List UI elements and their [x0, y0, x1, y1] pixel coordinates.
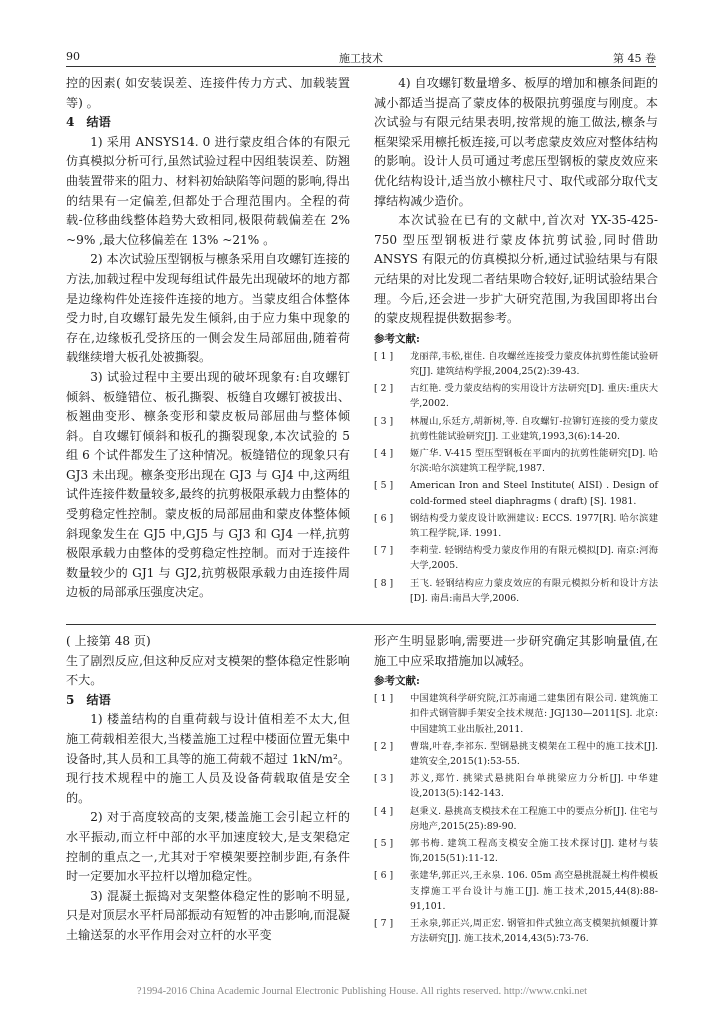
- paragraph: 2) 本次试验压型钢板与檩条采用自攻螺钉连接的方法,加载过程中发现每组试件最先出现破坏的地方都是边缘构件处连接件连接的地方。当蒙皮组合体整体受力时,自攻螺钉最先发生倾斜,由于应力集中现象的存在,边缘板孔受挤压的一侧会发生局部屈曲,随着荷载继续增大板孔处被撕裂。: [66, 252, 350, 365]
- continuation-note: ( 上接第 48 页): [66, 634, 151, 648]
- reference-item: [ 6 ] 张建华,郭正兴,王永泉. 106. 05m 高空悬挑混凝土构件模板支撑施工平台设计与施工[J]. 施工技术,2015,44(8):88-91,101.: [374, 870, 658, 912]
- paragraph: 3) 混凝土振捣对支架整体稳定性的影响不明显,只是对顶层水平杆局部振动有短暂的冲击影响,而混凝土输送泵的水平作用会对立杆的水平变: [66, 888, 350, 942]
- reference-item: [ 4 ] 赵秉义. 悬挑高支模技术在工程施工中的要点分析[J]. 住宅与房地产,2015(25):89-90.: [374, 805, 658, 832]
- reference-item: [ 8 ] 王飞. 轻钢结构应力蒙皮效应的有限元模拟分析和设计方法[D]. 南昌:南昌大学,2006.: [374, 577, 658, 604]
- top-left-column: [66, 74, 350, 603]
- paragraph: 3) 试验过程中主要出现的破坏现象有:自攻螺钉倾斜、板缝错位、板孔撕裂、板缝自攻螺钉被拔出、板翘曲变形、檩条变形和蒙皮板局部屈曲与整体倾斜。自攻螺钉倾斜和板孔的撕裂现象,本次试验的 5 组 6 个试件都发生了这种情况。板缝错位的现象只有 GJ3 未出现。檩条变形出现在 GJ3 与 GJ4 中,这两组试件连接件数量较多,最终的抗剪极限承载力由整体的受剪稳定性控制。蒙皮板的局部屈曲和蒙皮体整体倾斜现象发生在 GJ5 中,GJ5 与 GJ3 和 GJ4 一样,抗剪极限承载力由整体的受剪稳定性控制。而对于连接件数量较少的 GJ1 与 GJ2,抗剪极限承载力由连接件周边板的局部承压强度决定。: [66, 369, 350, 600]
- reference-item: [ 1 ] 中国建筑科学研究院,江苏南通二建集团有限公司. 建筑施工扣件式钢管脚手架安全技术规范: JGJ130—2011[S]. 北京:中国建筑工业出版社,2011.: [374, 693, 658, 735]
- journal-name: 施工技术: [339, 52, 383, 65]
- top-right-column: [374, 74, 658, 608]
- references-title: 参考文献:: [374, 675, 420, 688]
- paragraph: 2) 对于高度较高的支架,楼盖施工会引起立杆的水平振动,而立杆中部的水平加速度较大,是支架稳定控制的重点之一,尤其对于窄模架要控制步距,有条件时一定要加水平拉杆以增加稳定性。: [66, 810, 350, 884]
- paragraph: 1) 采用 ANSYS14. 0 进行蒙皮组合体的有限元仿真模拟分析可行,虽然试验过程中因组装误差、防翘曲装置带来的阻力、材料初始缺陷等问题的影响,得出的结果有一定偏差,但都处于合理范围内。全程的荷载-位移曲线整体趋势大致相同,极限荷载偏差在 2% ~9% ,最大位移偏差在 13% ~21% 。: [66, 134, 350, 247]
- reference-item: [ 1 ] 龙丽萍,韦松,崔佳. 自攻螺丝连接受力蒙皮体抗剪性能试验研究[J]. 建筑结构学报,2004,25(2):39-43.: [374, 350, 658, 377]
- reference-list: [374, 349, 658, 606]
- paragraph: 形产生明显影响,需要进一步研究确定其影响量值,在施工中应采取措施加以减轻。: [374, 634, 658, 668]
- bottom-left-column: [66, 632, 350, 946]
- paragraph: 本次试验在已有的文献中,首次对 YX-35-425-750 型压型钢板进行蒙皮体抗剪试验,同时借助 ANSYS 有限元的仿真模拟分析,通过试验结果与有限元结果的对比发现二者结果吻合较好,证明试验结果合理。今后,还会进一步扩大研究范围,为我国即将出台的蒙皮规程提供数据参考。: [374, 213, 658, 326]
- running-header: [66, 48, 656, 67]
- section-divider: [66, 624, 656, 625]
- page-number: 90: [66, 50, 80, 63]
- reference-item: [ 5 ] 郭书梅. 建筑工程高支模安全施工技术探讨[J]. 建材与装饰,2015(51):11-12.: [374, 838, 658, 865]
- paragraph: 4) 自攻螺钉数量增多、板厚的增加和檩条间距的减小都适当提高了蒙皮体的极限抗剪强度与刚度。本次试验与有限元结果表明,按常规的施工做法,檩条与框架梁采用檩托板连接,可以考虑蒙皮效应对整体结构的影响。设计人员可通过考虑压型钢板的蒙皮效应来优化结构设计,适当放小檩柱尺寸、取代或部分取代支撑结构减少造价。: [374, 76, 658, 208]
- references-title: 参考文献:: [374, 332, 420, 345]
- reference-item: [ 7 ] 王永泉,郭正兴,周正宏. 钢管扣件式独立高支模架抗倾覆计算方法研究[J]. 施工技术,2014,43(5):73-76.: [374, 918, 658, 945]
- reference-item: [ 5 ] American Iron and Steel Institute( AISI) . Design of cold-formed steel diaphragms ( draft) [S]. 1981.: [374, 480, 658, 507]
- copyright-footer: ?1994-2016 China Academic Journal Electronic Publishing House. All rights reserved. http://www.cnki.net: [136, 986, 588, 997]
- reference-item: [ 6 ] 钢结构受力蒙皮设计欧洲建议: ECCS. 1977[R]. 哈尔滨建筑工程学院,译. 1991.: [374, 512, 658, 539]
- reference-list: [374, 691, 658, 946]
- reference-item: [ 3 ] 林履山,乐廷方,胡新树,等. 自攻螺钉-拉铆钉连接的受力蒙皮抗剪性能试验研究[J]. 工业建筑,1993,3(6):14-20.: [374, 415, 658, 442]
- reference-item: [ 3 ] 苏义,郑竹. 挑梁式悬挑阳台单挑梁应力分析[J]. 中华建设,2013(5):142-143.: [374, 773, 658, 800]
- bottom-right-column: [374, 632, 658, 948]
- paragraph: 1) 楼盖结构的自重荷载与设计值相差不太大,但施工荷载相差很大,当楼盖施工过程中楼面位置无集中设备时,其人员和工具等的施工荷载不超过 1kN/m²。现行技术规程中的施工人员及设备荷载取值是安全的。: [66, 712, 350, 805]
- paragraph: 控的因素( 如安装误差、连接件传力方式、加载装置等) 。: [66, 76, 350, 110]
- reference-item: [ 2 ] 曹瑞,叶春,李祁东. 型钢悬挑支模架在工程中的施工技术[J]. 建筑安全,2015(1):53-55.: [374, 740, 658, 767]
- reference-item: [ 2 ] 古红艳. 受力蒙皮结构的实用设计方法研究[D]. 重庆:重庆大学,2002.: [374, 383, 658, 410]
- section-heading: 5 结语: [66, 692, 111, 707]
- section-heading: 4 结语: [66, 115, 111, 130]
- reference-item: [ 7 ] 李莉莹. 轻钢结构受力蒙皮作用的有限元模拟[D]. 南京:河海大学,2005.: [374, 545, 658, 572]
- paragraph: 生了剧烈反应,但这种反应对支模架的整体稳定性影响不大。: [66, 653, 350, 688]
- volume-label: 第 45 卷: [613, 52, 656, 65]
- reference-item: [ 4 ] 姬广华. V-415 型压型钢板在平面内的抗剪性能研究[D]. 哈尔滨:哈尔滨建筑工程学院,1987.: [374, 447, 658, 475]
